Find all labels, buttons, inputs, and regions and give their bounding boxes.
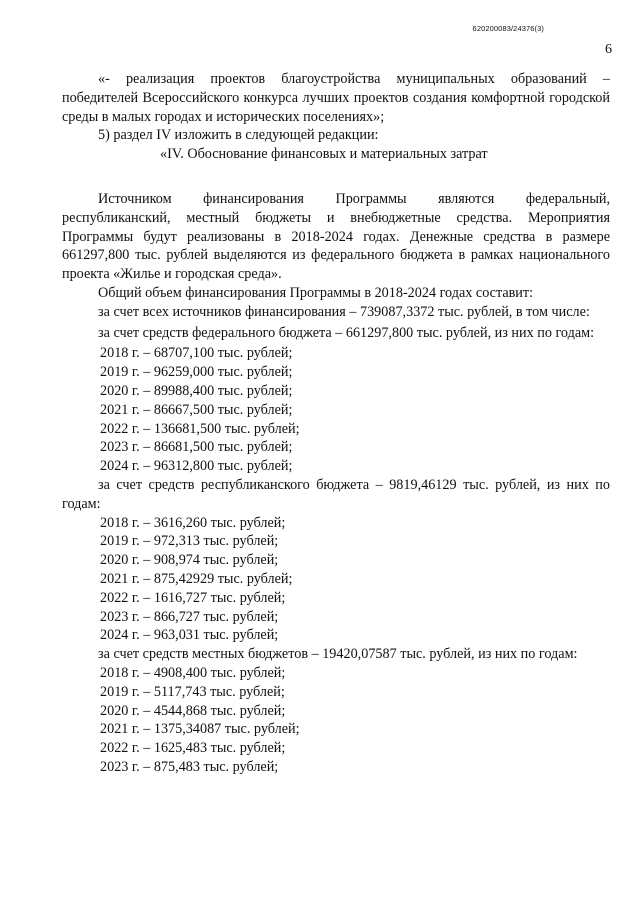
- local-year-item: 2020 г. – 4544,868 тыс. рублей;: [100, 702, 286, 719]
- page-number: 6: [605, 42, 612, 57]
- local-year-item: 2018 г. – 4908,400 тыс. рублей;: [100, 664, 286, 681]
- federal-year-item: 2022 г. – 136681,500 тыс. рублей;: [100, 420, 300, 437]
- section-instruction: 5) раздел IV изложить в следующей редакции:: [98, 127, 379, 144]
- republican-year-item: 2023 г. – 866,727 тыс. рублей;: [100, 608, 279, 625]
- intro-paragraph: «- реализация проектов благоустройства муниципальных образований – победителей Всероссийского конкурса лучших проектов создания комфортной городской среды в малых городах и исторических поселениях»;: [62, 71, 610, 125]
- republican-budget-header: за счет средств республиканского бюджета – 9819,46129 тыс. рублей, из них по годам:: [62, 476, 610, 512]
- federal-year-item: 2018 г. – 68707,100 тыс. рублей;: [100, 345, 293, 362]
- federal-year-item: 2023 г. – 86681,500 тыс. рублей;: [100, 439, 293, 456]
- local-budget-header: за счет средств местных бюджетов – 19420,07587 тыс. рублей, из них по годам:: [98, 646, 578, 663]
- republican-year-item: 2022 г. – 1616,727 тыс. рублей;: [100, 589, 286, 606]
- local-year-item: 2021 г. – 1375,34087 тыс. рублей;: [100, 721, 300, 738]
- federal-year-item: 2019 г. – 96259,000 тыс. рублей;: [100, 364, 293, 381]
- federal-year-item: 2024 г. – 96312,800 тыс. рублей;: [100, 458, 293, 475]
- all-sources-line: за счет всех источников финансирования – 739087,3372 тыс. рублей, в том числе:: [98, 303, 590, 320]
- local-year-item: 2022 г. – 1625,483 тыс. рублей;: [100, 740, 286, 757]
- local-year-item: 2019 г. – 5117,743 тыс. рублей;: [100, 683, 285, 700]
- republican-year-item: 2021 г. – 875,42929 тыс. рублей;: [100, 570, 293, 587]
- republican-year-item: 2019 г. – 972,313 тыс. рублей;: [100, 533, 279, 550]
- section-heading: «IV. Обоснование финансовых и материальных затрат: [160, 146, 488, 163]
- federal-year-item: 2020 г. – 89988,400 тыс. рублей;: [100, 382, 293, 399]
- funding-paragraph: Источником финансирования Программы являются федеральный, республиканский, местный бюджеты и внебюджетные средства. Мероприятия Программы будут реализованы в 2018-2024 годах. Денежные средства в размере 661297,800 тыс. рублей выделяются из федерального бюджета в рамках национального проекта «Жилье и городская среда».: [62, 190, 610, 283]
- republican-year-item: 2018 г. – 3616,260 тыс. рублей;: [100, 514, 286, 531]
- federal-year-item: 2021 г. – 86667,500 тыс. рублей;: [100, 401, 293, 418]
- local-year-item: 2023 г. – 875,483 тыс. рублей;: [100, 758, 279, 775]
- republican-year-item: 2020 г. – 908,974 тыс. рублей;: [100, 552, 279, 569]
- republican-year-item: 2024 г. – 963,031 тыс. рублей;: [100, 627, 279, 644]
- document-id: 620200083/24376(3): [472, 24, 544, 33]
- total-volume-line: Общий объем финансирования Программы в 2018-2024 годах составит:: [98, 284, 534, 301]
- spacer: [62, 164, 610, 190]
- federal-budget-header: за счет средств федерального бюджета – 661297,800 тыс. рублей, из них по годам:: [98, 324, 595, 341]
- document-body: [62, 70, 610, 777]
